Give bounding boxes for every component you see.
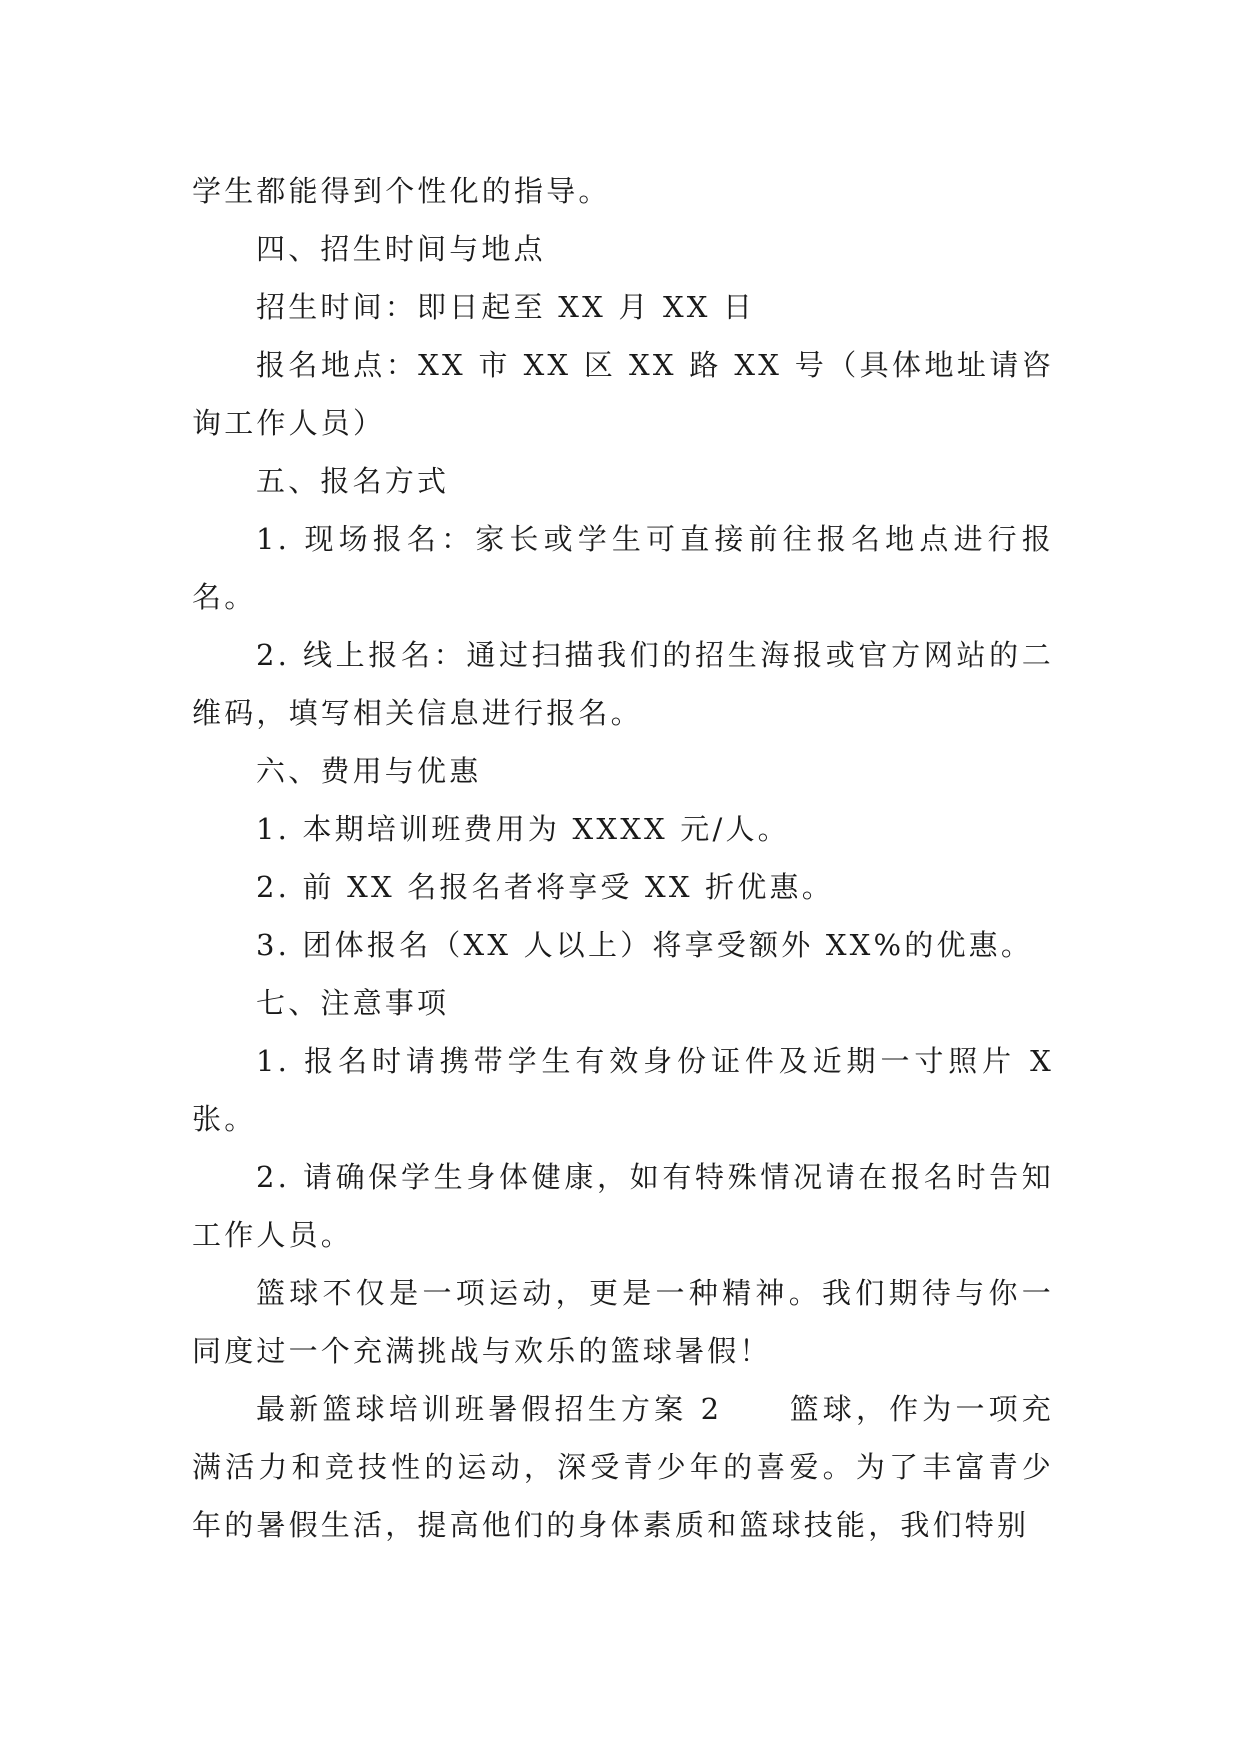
document-body: [192, 162, 1054, 1554]
list-item: 2. 前 XX 名报名者将享受 XX 折优惠。: [256, 870, 834, 904]
list-item: 2. 请确保学生身体健康，如有特殊情况请在报名时告知工作人员。: [192, 1160, 1054, 1252]
enrollment-time: 招生时间：即日起至 XX 月 XX 日: [256, 290, 756, 324]
registration-location: 报名地点：XX 市 XX 区 XX 路 XX 号（具体地址请咨询工作人员）: [192, 348, 1054, 440]
plan-2-intro: 最新篮球培训班暑假招生方案 2 篮球，作为一项充满活力和竞技性的运动，深受青少年的喜爱。为了丰富青少年的暑假生活，提高他们的身体素质和篮球技能，我们特别: [192, 1392, 1054, 1542]
list-item: 3. 团体报名（XX 人以上）将享受额外 XX%的优惠。: [256, 928, 1034, 962]
list-item: 1. 现场报名：家长或学生可直接前往报名地点进行报名。: [192, 522, 1054, 614]
list-item: 1. 本期培训班费用为 XXXX 元/人。: [256, 812, 790, 846]
list-item: 2. 线上报名：通过扫描我们的招生海报或官方网站的二维码，填写相关信息进行报名。: [192, 638, 1054, 730]
list-item: 1. 报名时请携带学生有效身份证件及近期一寸照片 X 张。: [192, 1044, 1054, 1136]
paragraph-continuation: 学生都能得到个性化的指导。: [192, 174, 611, 208]
section-heading-4: 四、招生时间与地点: [256, 232, 546, 266]
section-heading-7: 七、注意事项: [256, 986, 450, 1020]
section-heading-5: 五、报名方式: [256, 464, 450, 498]
section-heading-6: 六、费用与优惠: [256, 754, 482, 788]
closing-paragraph: 篮球不仅是一项运动，更是一种精神。我们期待与你一同度过一个充满挑战与欢乐的篮球暑假！: [192, 1276, 1054, 1368]
